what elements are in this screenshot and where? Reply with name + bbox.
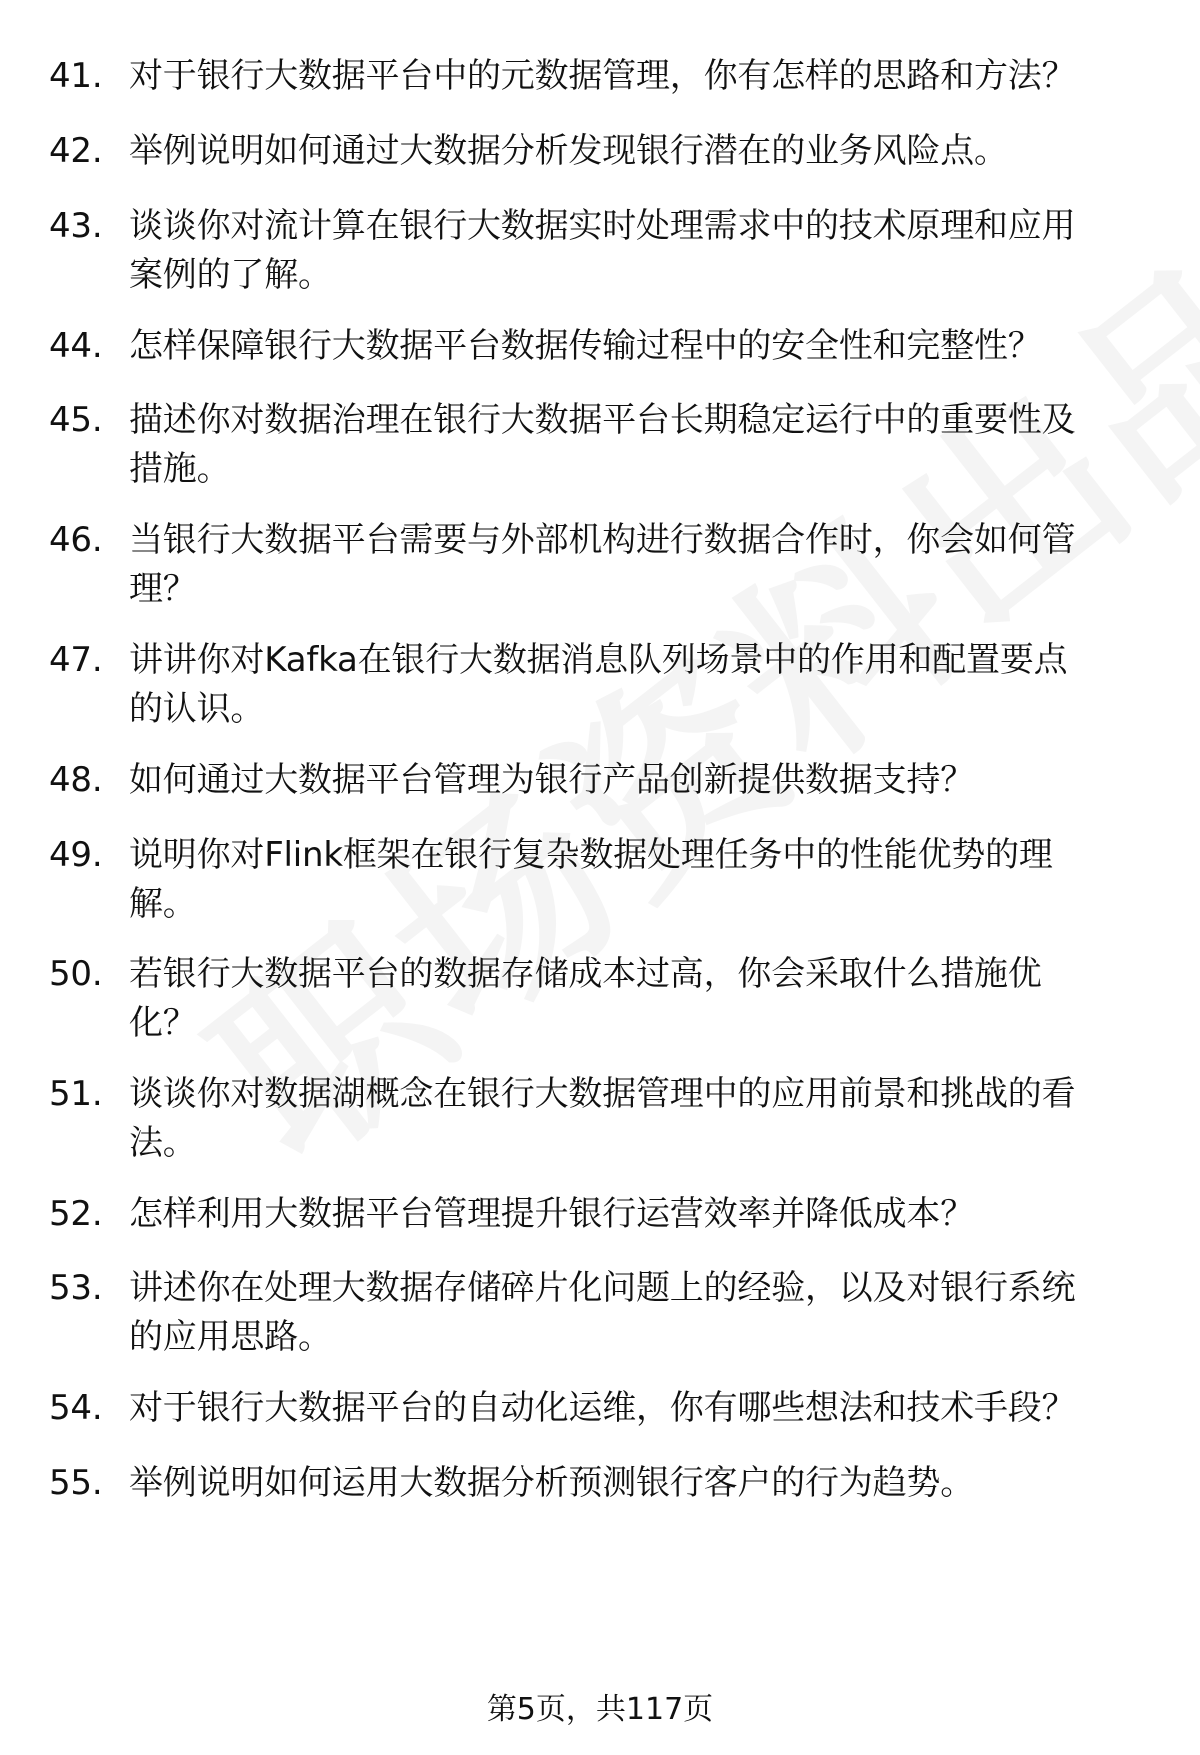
question-item [49, 202, 1169, 300]
question-text: 说明你对Flink框架在银行复杂数据处理任务中的性能优势的理 解。 [129, 835, 1053, 924]
question-text: 怎样保障银行大数据平台数据传输过程中的安全性和完整性？ [129, 326, 1042, 366]
question-text: 讲讲你对Kafka在银行大数据消息队列场景中的作用和配置要点 的认识。 [129, 640, 1068, 729]
question-text: 举例说明如何通过大数据分析发现银行潜在的业务风险点。 [129, 131, 1008, 171]
question-number: 42. [49, 131, 103, 171]
question-item [49, 322, 1169, 371]
question-number: 46. [49, 520, 103, 560]
question-number: 55. [49, 1463, 103, 1503]
question-item [49, 516, 1169, 614]
question-item [49, 831, 1169, 929]
question-text: 怎样利用大数据平台管理提升银行运营效率并降低成本？ [129, 1194, 974, 1234]
question-number: 45. [49, 400, 103, 440]
question-text: 描述你对数据治理在银行大数据平台长期稳定运行中的重要性及 措施。 [129, 400, 1076, 489]
question-number: 53. [49, 1268, 103, 1308]
question-number: 50. [49, 954, 103, 994]
question-item [49, 950, 1169, 1048]
question-item [49, 756, 1169, 805]
question-text: 对于银行大数据平台的自动化运维，你有哪些想法和技术手段？ [129, 1388, 1076, 1428]
question-item [49, 1070, 1169, 1168]
question-item [49, 127, 1169, 176]
question-text: 讲述你在处理大数据存储碎片化问题上的经验，以及对银行系统 的应用思路。 [129, 1268, 1076, 1357]
page-number-footer: 第5页，共117页 [486, 1692, 714, 1727]
question-number: 47. [49, 640, 103, 680]
question-item [49, 396, 1169, 494]
question-item [49, 1384, 1169, 1433]
question-number: 49. [49, 835, 103, 875]
question-number: 51. [49, 1074, 103, 1114]
question-text: 如何通过大数据平台管理为银行产品创新提供数据支持？ [129, 760, 974, 800]
question-text: 当银行大数据平台需要与外部机构进行数据合作时，你会如何管 理？ [129, 520, 1076, 609]
question-item [49, 1459, 1169, 1508]
question-text: 若银行大数据平台的数据存储成本过高，你会采取什么措施优 化？ [129, 954, 1042, 1043]
question-item [49, 52, 1169, 101]
question-text: 举例说明如何运用大数据分析预测银行客户的行为趋势。 [129, 1463, 974, 1503]
question-number: 41. [49, 56, 103, 96]
question-item [49, 636, 1169, 734]
question-text: 谈谈你对流计算在银行大数据实时处理需求中的技术原理和应用 案例的了解。 [129, 206, 1076, 295]
question-number: 54. [49, 1388, 103, 1428]
question-text: 谈谈你对数据湖概念在银行大数据管理中的应用前景和挑战的看 法。 [129, 1074, 1076, 1163]
question-number: 44. [49, 326, 103, 366]
question-number: 48. [49, 760, 103, 800]
question-item [49, 1190, 1169, 1239]
question-number: 43. [49, 206, 103, 246]
question-item [49, 1264, 1169, 1362]
question-number: 52. [49, 1194, 103, 1234]
question-text: 对于银行大数据平台中的元数据管理，你有怎样的思路和方法？ [129, 56, 1076, 96]
